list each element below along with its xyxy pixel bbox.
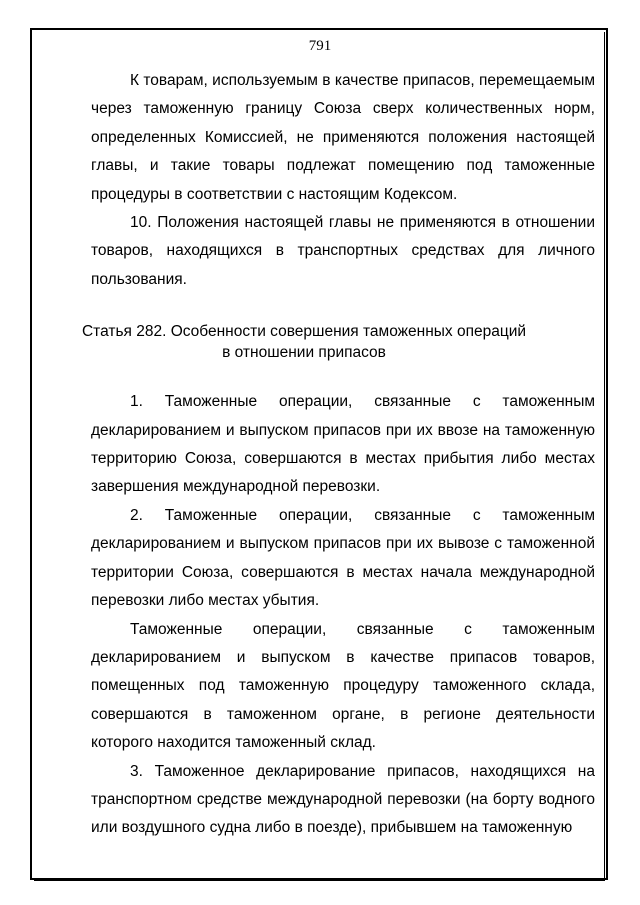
paragraph: К товарам, используемым в качестве припасов, перемещаемым через таможенную границу Союза сверх количественных норм, определенных Комиссией, не применяются положения настоящей главы, и такие товары подлежат помещению под таможенные процедуры в соответствии с настоящим Кодексом.	[91, 72, 595, 203]
paragraph: Таможенные операции, связанные с таможенным декларированием и выпуском в качестве припасов товаров, помещенных под таможенную процедуру таможенного склада, совершаются в таможенном органе, в регионе деятельности которого находится таможенный склад.	[91, 620, 595, 752]
paragraph: 3. Таможенное декларирование припасов, находящихся на транспортном средстве международной перевозки (на борту водного или воздушного судна либо в поезде), прибывшем на таможенную	[91, 762, 595, 837]
article-title-line-2: в отношении припасов	[222, 344, 386, 362]
article-title-line-1: Статья 282. Особенности совершения таможенных операций	[81, 323, 527, 341]
document-body	[81, 67, 595, 843]
paragraph: 2. Таможенные операции, связанные с таможенным декларированием и выпуском припасов при их вывозе с таможенной территории Союза, совершаются в местах начала международной перевозки либо местах убытия.	[91, 506, 595, 610]
page-number: 791	[308, 38, 332, 54]
paragraph: 1. Таможенные операции, связанные с таможенным декларированием и выпуском припасов при их ввозе на таможенную территорию Союза, совершаются в местах прибытия либо местах завершения международной перевозки.	[91, 393, 595, 496]
paragraph: 10. Положения настоящей главы не применяются в отношении товаров, находящихся в транспортных средствах для личного пользования.	[91, 214, 595, 288]
article-heading	[47, 321, 595, 363]
